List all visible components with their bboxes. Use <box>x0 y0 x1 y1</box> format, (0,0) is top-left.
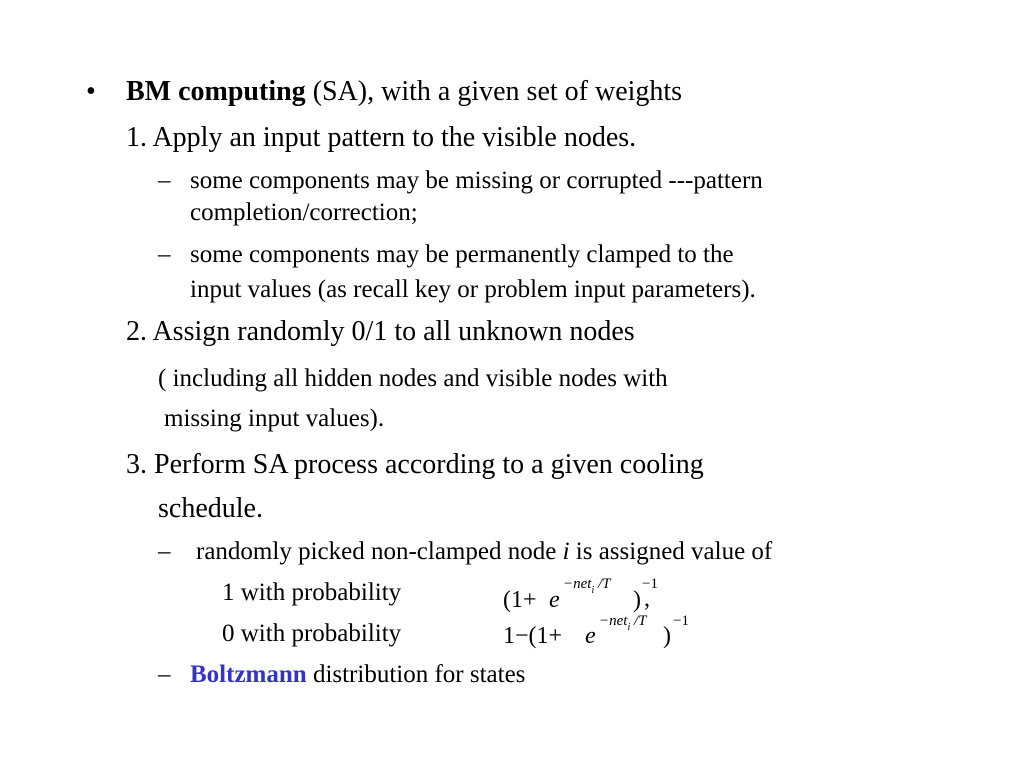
step-3-sub-1-dash: – <box>158 538 171 565</box>
prob-0-open: 1−(1+ <box>503 623 563 649</box>
step-1-sub-1-dash: – <box>158 167 171 194</box>
prob-0-exp-rest: /T <box>630 613 647 629</box>
prob-0-close: ) <box>663 623 671 649</box>
prob-1-close: ) <box>633 587 641 613</box>
prob-1-exp-net: −net <box>563 576 592 592</box>
step-3-sub-2-rest: distribution for states <box>306 661 526 688</box>
step-3-sub-1-text <box>196 539 772 564</box>
step-3-line-2: schedule. <box>158 493 263 524</box>
prob-0-label: 0 with probability <box>222 620 402 647</box>
step-1-sub-2-line-1: some components may be permanently clamped to the <box>190 241 734 268</box>
node-variable-i: i <box>562 538 570 565</box>
prob-0-formula <box>503 612 723 652</box>
prob-1-e: e <box>549 587 560 613</box>
step-1-sub-1-line-2: completion/correction; <box>190 199 418 226</box>
step-2-text: 2. Assign randomly 0/1 to all unknown nodes <box>126 316 635 347</box>
bullet-heading-rest: (SA), with a given set of weights <box>305 76 683 107</box>
bm-computing-term: BM computing <box>126 76 306 107</box>
prob-1-exponent <box>563 576 611 596</box>
prob-1-exp-rest: /T <box>594 576 611 592</box>
prob-1-comma: , <box>644 586 650 612</box>
step-3-sub-2-dash: – <box>158 661 171 688</box>
prob-1-label: 1 with probability <box>222 579 402 606</box>
step-3-sub-2-text <box>190 662 525 687</box>
prob-1-formula <box>503 574 703 614</box>
prob-0-power: −1 <box>673 613 689 629</box>
step-3-line-1: 3. Perform SA process according to a given cooling <box>126 449 704 480</box>
step-2-line-2: ( including all hidden nodes and visible nodes with <box>158 365 668 392</box>
boltzmann-term: Boltzmann <box>190 661 307 688</box>
step-1-sub-2-dash: – <box>158 241 171 268</box>
bullet-heading <box>126 78 682 106</box>
bullet-marker: • <box>86 76 96 107</box>
prob-1-power: −1 <box>642 576 658 592</box>
step-3-sub-1-post: is assigned value of <box>569 538 773 565</box>
step-1-sub-2-line-2: input values (as recall key or problem input parameters). <box>190 276 756 303</box>
prob-0-exp-net: −net <box>599 613 628 629</box>
step-3-sub-1-pre: randomly picked non-clamped node <box>196 538 563 565</box>
prob-0-exponent <box>599 613 647 633</box>
prob-0-exp-sub: i <box>627 622 631 633</box>
prob-0-e: e <box>585 623 596 649</box>
prob-1-exp-sub: i <box>591 585 595 596</box>
prob-1-open: (1+ <box>503 587 537 613</box>
step-1-text: 1. Apply an input pattern to the visible nodes. <box>126 122 637 153</box>
step-2-line-3: missing input values). <box>164 405 385 432</box>
step-1-sub-1-line-1: some components may be missing or corrupted ---pattern <box>190 167 763 194</box>
